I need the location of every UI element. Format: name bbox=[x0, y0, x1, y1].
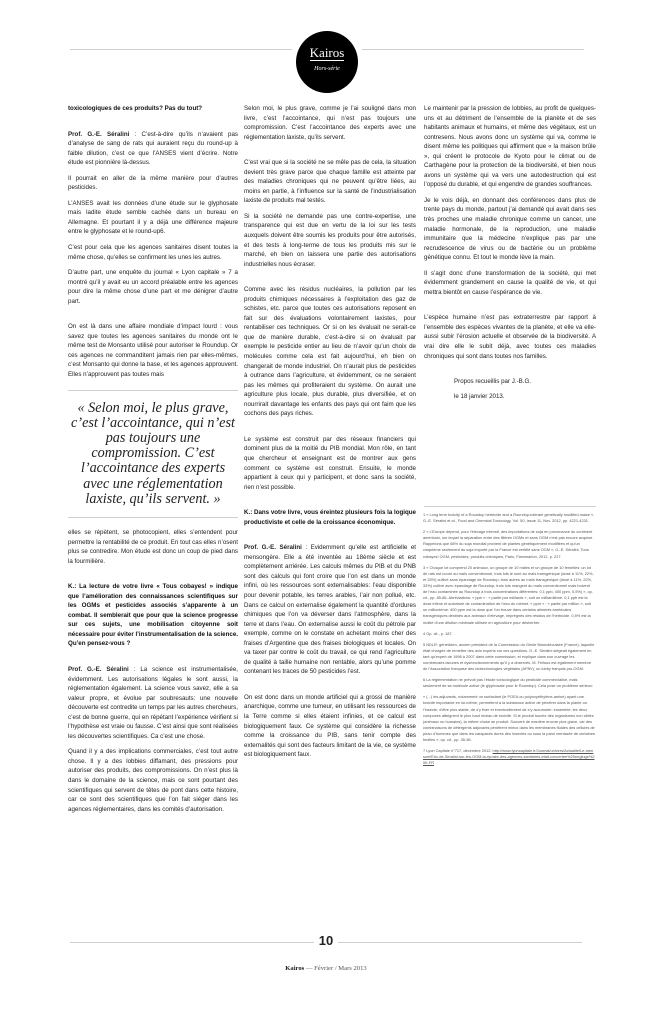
paragraph-text: : La science est instrumentalisée, évidemment. Les autorisations légales le sont aussi, la réglementation également. La science vous savez, elle a sa valeur propre, et évolue par soubresauts: une nouvelle découverte est contredite un temps par les autres chercheurs, c’est de bonne guerre, qui en répétant l’expérience vérifient si l’hypothèse est vraie ou fausse. C’est ainsi que sont réalisées les découvertes scientifiques. Ca c’est une chose. bbox=[68, 666, 239, 740]
footnotes bbox=[423, 512, 595, 771]
quote-rule-bottom bbox=[68, 517, 238, 518]
paragraph bbox=[68, 130, 238, 168]
question-text: K.: Dans votre livre, vous éreintez plusieurs fois la logique productiviste et celle de la croissance économique. bbox=[244, 509, 416, 526]
footnotes-rule bbox=[424, 506, 596, 507]
paragraph bbox=[244, 543, 416, 677]
paragraph bbox=[68, 665, 238, 741]
paragraph: Le système est construit par des réseaux financiers qui dominent plus de la moitié du PIB mondial. Mon rôle, en tant que chercheur et enseignant est de montrer aux gens comment ce système est construit. Ensuite, le monde appartient à ceux qui y participent, et donc sans la société, rien n’est possible. bbox=[244, 435, 416, 491]
paragraph: On est là dans une affaire mondiale d’impact lourd : vous savez que toutes les agences sanitaires du monde ont le même test de Monsanto utilisé pour autoriser le Roundup. Or ces agences ne commanditent jamais rien par elles-mêmes, c’est Monsanto qui donne la base, et les agences approuvent. Elles n’approuvent pas toutes mais bbox=[68, 323, 238, 379]
signature-line: Propos recueillis par J.-B.G. bbox=[454, 378, 532, 386]
footer-issue-line bbox=[0, 965, 652, 972]
paragraph: L’espèce humaine n’est pas extraterrestre par rapport à l’ensemble des espèces vivantes de la planète, et elle va elle-aussi subir l’érosion actuelle et observée de la biodiversité. A vrai dire elle le subit déjà, avec toutes ces maladies chroniques qui sont dans toutes nos familles. bbox=[424, 314, 596, 360]
logo-name: Kairos bbox=[309, 45, 345, 60]
paragraph: Il s’agit donc d’une transformation de la société, qui met évidemment grandement en cause la qualité de vie, et qui mettra bientôt en cause l’espérance de vie. bbox=[424, 269, 596, 296]
speaker-name: Prof. G.-E. Séralini bbox=[68, 666, 129, 674]
footnote: « (...) les adjuvants, notamment un surfactant (le POEA ou polyoxyéthylène-amine) ayant une toxicité importante en lui-même, permettent à la substance active de pénétrer dans la plante ou l’insecte, d’être plus stable, de s’y fixer et éventuellement de s’y accumuler: ensemble, les deux composés atteignent le plus haut niveau de toxicité. Si le produit touche des organismes non ciblés (animaux ou humains), la même chose se produit. Souvent de manière encore plus grave, car des combinaisons de détergents adjuvants pénètrent mieux dans les membranes fluides des cellules de peau d’hommes que dans les carapaces dures des insectes ou sous la paroi vernissée de certaines feuilles », op. cit., pp. 35-36. bbox=[423, 694, 595, 742]
header-rule-right bbox=[362, 49, 584, 50]
footnote bbox=[423, 748, 595, 766]
question-text: K.: La lecture de votre livre « Tous cobayes! » indique que l’amélioration des connaissances scientifiques sur les OGMs et pesticides associés s’apparente à un combat. Il semblerait que pour que la science progresse sur ces sujets, une mobilisation citoyenne soit nécessaire pour éviter l’instrumentalisation de la science. Qu’en pensez-vous ? bbox=[68, 583, 238, 648]
column-middle bbox=[244, 104, 416, 766]
header-rule-left bbox=[70, 49, 292, 50]
logo-subtitle: Hors-série bbox=[314, 66, 340, 72]
column-left bbox=[68, 104, 238, 820]
page-number: 10 bbox=[318, 933, 334, 948]
footnote-link[interactable]: http://www.lyoncapitale.fr/Journal/univers/Actualite/Le-mensuel/Eric-de-Seralini-sur-les-OGM-la-riposte-des-agences-sanitaires-etait-concertee%20engluge%20fr-FR bbox=[423, 748, 595, 766]
footnote: 4 Op. cit., p. 187. bbox=[423, 630, 453, 636]
paragraph: elles se répètent, se photocopient, elles s’entendent pour permettre la rentabilité de ce produit. En tout cas elles n’osent plus se contredire. Mon étude est donc un coup de pied dans la fourmilière. bbox=[68, 529, 238, 565]
column-right bbox=[424, 104, 596, 407]
paragraph: Si la société ne demande pas une contre-expertise, une transparence qui est due en vertu de la loi sur les tests auxquels doivent être soumis les produits pour être autorisés, et des tests à long-terme de tous les produits mis sur le marché, eh bien on laissera une partie des autorisations industrielles nous écraser. bbox=[244, 212, 416, 268]
question-text: toxicologiques de ces produits? Pas du tout? bbox=[68, 105, 203, 112]
quote-rule-top bbox=[68, 390, 238, 391]
paragraph: On est donc dans un monde artificiel qui a grossi de manière anarchique, comme une tumeur, en utilisant les ressources de la Terre comme si elles étaient infinies, et ce calcul est biologiquement faux. Ce système qui considère la richesse comme la croissance du PIB, sans tenir compte des externalités qui sont des facteurs limitant de la vie, ce système est biologiquement faux. bbox=[244, 693, 416, 759]
paragraph-text: : Evidemment qu’elle est artificielle et mensongère. Elle a été inventée au 18ème siècle et est complètement arriérée. Les calculs mêmes du PIB et du PNB sont des calculs qui font croire que l’on est dans un monde infini, où les ressources sont externalisables: l’eau disponible pour devenir potable, les terres arables, l’air non pollué, etc. Dans ce calcul on externalise également la quantité d’ordures chimiques que l’on va déverser dans l’atmosphère, dans la terre et dans l’eau. On externalise aussi le coût du pétrole par exemple, comme on le constate en achetant moins cher des fraises d’Argentine que des fraises biologiques et locales. On va taxer par contre le coût du travail, ce qui rend l’agriculture de qualité à taille humaine non rentable, alors qu’une pomme contenant les traces de 50 pesticides l’est. bbox=[244, 544, 417, 676]
footer-issue: — Février / Mars 2013 bbox=[304, 965, 367, 972]
speaker-name: Prof. G.-E. Séralini bbox=[68, 130, 130, 138]
paragraph: C’est vrai que si la société ne se mêle pas de cela, la situation devient très grave parce que chaque famille est atteinte par des maladies chroniques qui ne peuvent qu’être liées, au moins en partie, à l’influence sur la santé de l’industrialisation laxiste de produits mal testés. bbox=[244, 159, 416, 205]
paragraph: Comme avec les résidus nucléaires, la pollution par les produits chimiques nécessaires à l’exploitation des gaz de schistes, etc. parce que toutes ces autorisations reposent en fait sur des évaluations volontairement laxistes, pour rentabiliser ces techniques. Or si on les évaluait ne serait-ce que de manière durable, c’est-à-dire si on évaluait par exemple le pesticide entier au lieu de n’avoir qu’un choix de molécules comme cela est fait aujourd’hui, eh bien on changerait de monde industriel. On n’aurait plus de pesticides à outrance dans l’agriculture, et évidemment, ce ne seraient pas les mêmes qui profiteraient du système. On aurait une agriculture plus locale, plus durable, plus diversifiée, et on nourrirait davantage les enfants des pays qui ont faim que les cochons des pays riches. bbox=[244, 286, 416, 418]
footnote: 5 NDLR: généticien, ancien président de la Commission du Génie Biomoléculaire (France), laquelle était chargée de remettre des avis experts sur ces questions. G.-E. Séralini siégeait également en tant qu’expert de 1998 à 2007 dans cette commission, et explique dans son ouvrage les nombreuses lacunes et dysfonctionnements qu’il y a observés. M. Fellous est également membre de l’Association française des biotechnologies végétales (AFBV), un lobby français pro-OGM. bbox=[423, 641, 595, 672]
footer-magazine: Kairos bbox=[285, 965, 305, 972]
speaker-name: Prof. G.-E. Séralini bbox=[244, 544, 302, 552]
paragraph-text: : C’est-à-dire qu’ils n’avaient pas d’analyse de sang de rats qui auraient reçu du round-up à faible dilution, c’est ce que l’ANSES vient d’écrire. Notre étude est pionnière là-dessus. bbox=[68, 130, 239, 167]
footnote: 6 La réglementation ne prévoit pas l’étude toxicologique du pesticide commercialisé, mais seulement de sa molécule active (le glyphosate pour le Roundup). Cela pose un problème sérieux: bbox=[423, 677, 593, 689]
paragraph: Je le vois déjà, en donnant des conférences dans plus de trente pays du monde, partout j’ai demandé qui avait dans ses très proches une maladie chronique comme un cancer, une maladie hormonale, de la reproduction, une maladie immunitaire que la médecine n’explique pas par une recrudescence de virus ou de bactérie ou un problème génétique connu. Et tout le monde lève la main. bbox=[424, 196, 596, 262]
paragraph: Selon moi, le plus grave, comme je l’ai souligné dans mon livre, c’est l’accointance, qui n’est pas toujours une compromission. C’est l’accointance des experts avec une réglementation laxiste, qu’ils servent. bbox=[244, 105, 416, 141]
footnote: 3 « Chaque lot comprend 20 animaux, un groupe de 10 mâles et un groupe de 10 femelles: un lot de rats est nourri au maïs conventionnel, trois lots le sont au maïs transgénique (dosé à 11%, 22%, et 33%) cultivé sans épandage de Roundup; trois autres au maïs transgénique (dosé à 11%, 22%, 33%) cultivé avec épandage de Roundup; trois lots mangent du maïs conventionnel mais boivent de l’eau contaminée au Roundup à trois concentrations différentes: 0,1 ppb, 400 ppm, 0,5%) », op. cit., pp. 85-86. Abréviations: « ppb » : « partie par milliards », soit un milliardième. 0,1 ppb est la dose infime et autorisée de contamination de l’eau du robinet. « ppm » : « partie par million », soit un millionième. 400 ppm est la dose que l’on trouve dans certains aliments américains transgéniques destinés aux animaux d’élevage, imprégnés des résidus de l’herbicide. 0,5% est la moitié d’une dilution minimale utilisée en agriculture pour désherber. bbox=[423, 564, 594, 625]
paragraph: Il pourrait en aller de la même manière pour d’autres pesticides. bbox=[68, 174, 238, 192]
paragraph: C’est pour cela que les agences sanitaires disent toutes la même chose, qu’elles se confirment les unes les autres. bbox=[68, 244, 238, 261]
paragraph: Le maintenir par la pression de lobbies, au profit de quelques-uns et au détriment de l’ensemble de la planète et de ses habitants animaux et humains, et même des végétaux, est un contresens. Nous avons donc un système qui va, comme le disent même les politiques qui affirment que « la maison brûle », qui créent le protocole de Kyoto pour le climat ou de Carthagène pour la protection de la biodiversité, et bien nous avons un système qui va vers une autodestruction qui est l’opposé du durable, et qui engendre de grandes souffrances. bbox=[424, 105, 596, 189]
pull-quote: « Selon moi, le plus grave, c’est l’accointance, qui n’est pas toujours une compromission. C’est l’accointance des experts avec une réglementation laxiste, qu’ils servent. » bbox=[71, 399, 235, 507]
footnote: 2 « L’Europe dépend, pour l’élevage intensif, des importations de soja en provenance du continent américain, sur lequel la séparation entre des filières OGMs et sans OGM n’est pas encore acquise. Rappelons que 68% du soja mondial provient de plantes génétiquement modifiées et qu’un cinquième seulement du soja importé par la France est certifié sans OGM », G.-E. Séralini, Tous cobayes! OGM, pesticides, produits chimiques, Paris, Flammarion, 2012, p. 227. bbox=[423, 529, 594, 559]
footnote-text: 7 Lyon Capitale n°717, décembre 2012: bbox=[423, 748, 493, 754]
signature-date: le 18 janvier 2013. bbox=[454, 392, 505, 400]
paragraph: D’autre part, une enquête du journal « Lyon capitale » 7 a montré qu’il y avait eu un accord préalable entre les agences pour dire la même chose d’une part et me dénigrer d’autre part. bbox=[68, 269, 238, 305]
paragraph: L’ANSES avait les données d’une étude sur le glyphosate mais ladite étude semble cachée dans un bureau en Allemagne. Et pourtant il y a déjà une différence majeure entre le glyphosate et le round-up6. bbox=[68, 199, 238, 236]
footnote: 1 « Long term toxicity of a Roundup herbicide and a Roundup-tolerant genetically modified maize », G.-E. Séralini et al., Food and Chemical Toxicology, Vol. 50, Issue 11, Nov. 2012, pp. 4221-4231. bbox=[423, 512, 595, 524]
paragraph: Quand il y a des implications commerciales, c’est tout autre chose. Il y a des lobbies diffamant, des pressions pour autoriser des produits, des compromissions. On n’est plus là dans le domaine de la science, mais ce sont pourtant des scientifiques qui servent de têtes de pont dans cette histoire, car ce sont des scientifiques que l’on fait siéger dans les agences réglementaires, dans les comités d’autorisation. bbox=[68, 748, 238, 813]
kairos-logo bbox=[296, 31, 358, 93]
